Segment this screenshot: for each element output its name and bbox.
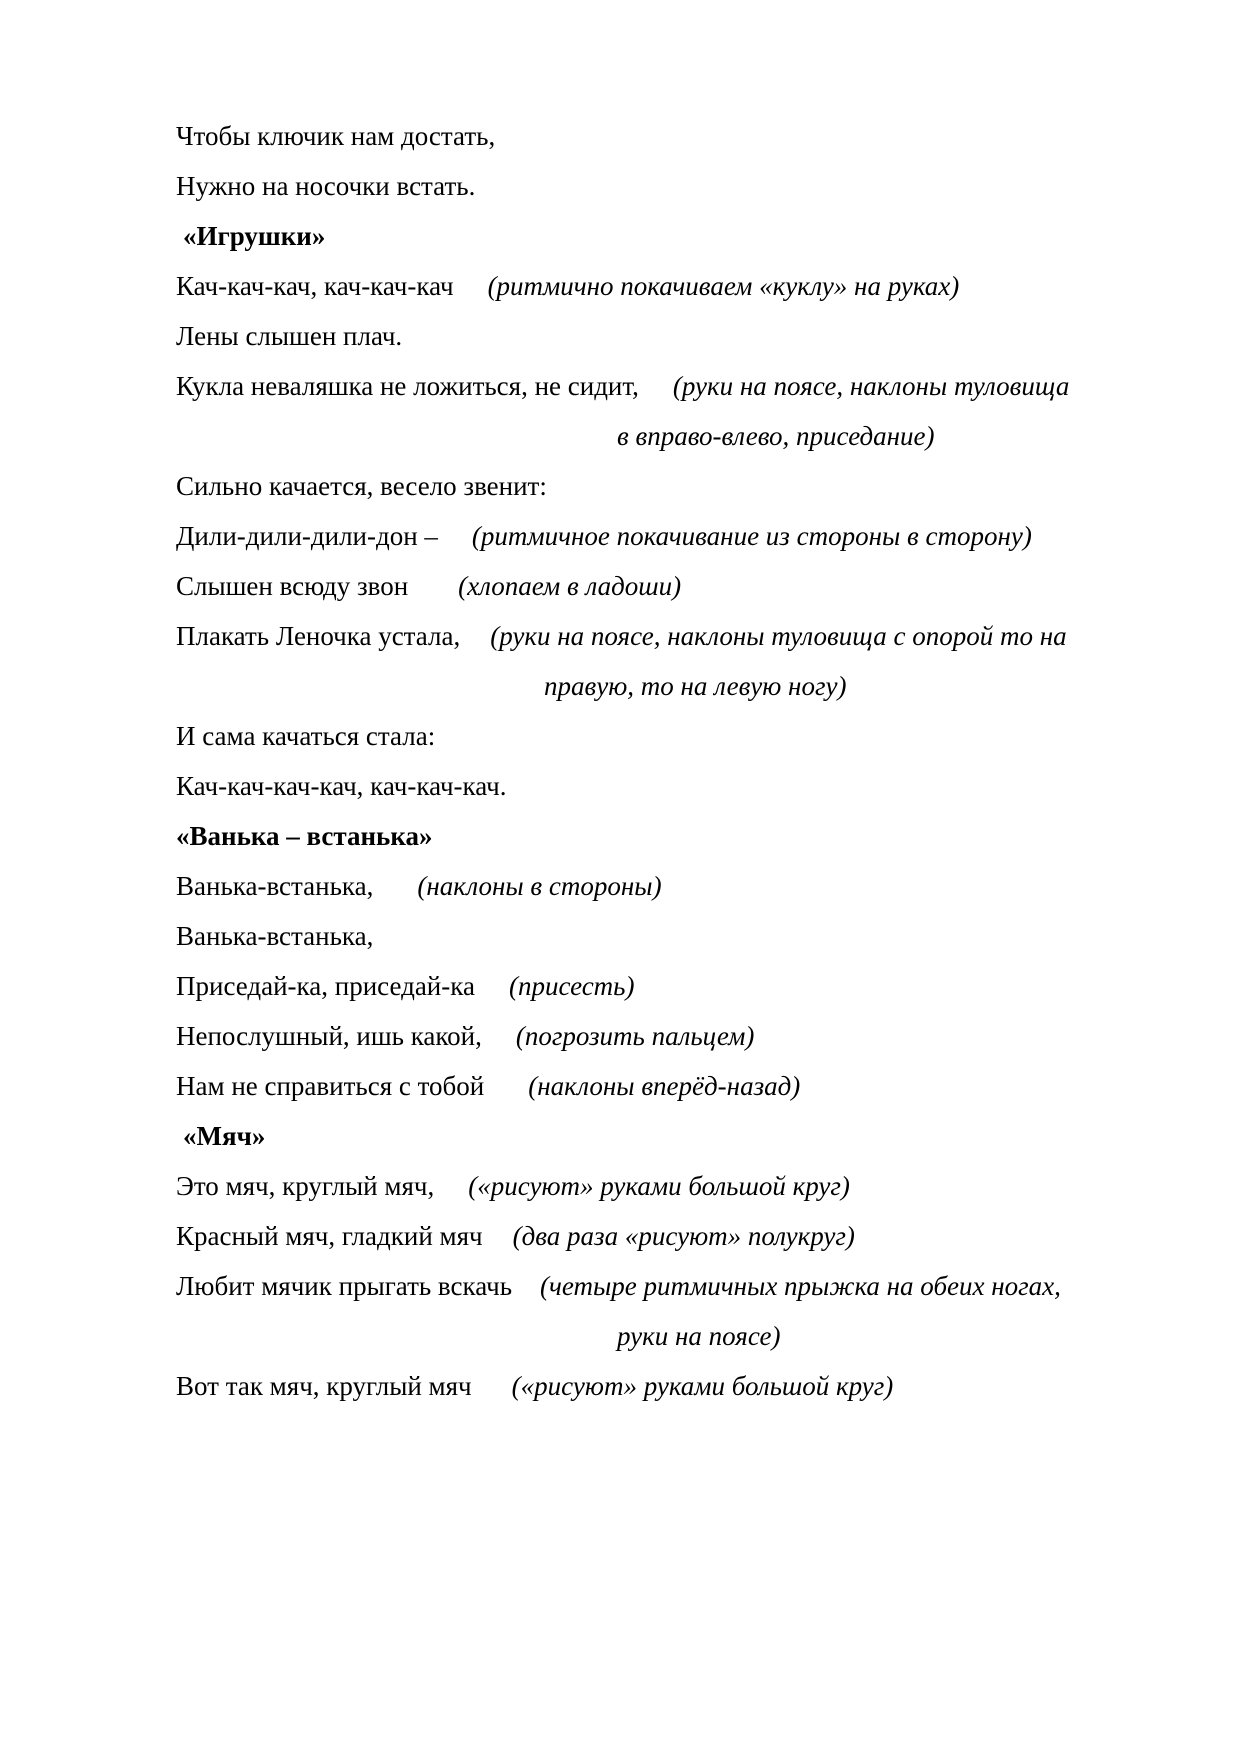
section-title-myach: «Мяч»: [183, 1121, 266, 1151]
poem-line: Чтобы ключик нам достать,: [176, 121, 496, 151]
movement-comment-continued: в вправо-влево, приседание): [617, 421, 935, 451]
poem-text: Плакать Леночка устала,: [176, 621, 461, 651]
poem-line: [176, 969, 634, 1003]
poem-line: [176, 569, 681, 603]
poem-text: Дили-дили-дили-дон –: [176, 521, 438, 551]
poem-text: Приседай-ка, приседай-ка: [176, 971, 475, 1001]
poem-text: Кач-кач-кач, кач-кач-кач: [176, 271, 454, 301]
poem-text: Это мяч, круглый мяч,: [176, 1171, 435, 1201]
poem-line: [176, 869, 662, 903]
movement-comment: (ритмично покачиваем «куклу» на руках): [487, 271, 960, 301]
section-title-vanka: «Ванька – встанька»: [176, 821, 433, 851]
movement-comment: (руки на поясе, наклоны туловища с опорой то на: [490, 621, 1067, 651]
poem-line: [176, 269, 959, 303]
poem-line: [176, 1169, 850, 1203]
movement-comment: (наклоны в стороны): [417, 871, 662, 901]
movement-comment: («рисуют» руками большой круг): [468, 1171, 850, 1201]
poem-text: Красный мяч, гладкий мяч: [176, 1221, 483, 1251]
poem-line: [176, 1369, 893, 1403]
poem-line: [176, 619, 1067, 653]
movement-comment-continued: руки на поясе): [617, 1321, 781, 1351]
movement-comment: (погрозить пальцем): [515, 1021, 755, 1051]
poem-text: Кукла неваляшка не ложиться, не сидит,: [176, 371, 639, 401]
poem-line: [176, 1019, 754, 1053]
poem-line: Лены слышен плач.: [176, 321, 403, 351]
section-title-igrushki: «Игрушки»: [183, 221, 326, 251]
movement-comment: (ритмичное покачивание из стороны в сторону): [471, 521, 1032, 551]
poem-text: Ванька-встанька,: [176, 871, 374, 901]
movement-comment: (руки на поясе, наклоны туловища: [672, 371, 1070, 401]
poem-line: И сама качаться стала:: [176, 721, 436, 751]
poem-line: [176, 519, 1032, 553]
movement-comment: (присесть): [508, 971, 635, 1001]
poem-line: [176, 369, 1069, 403]
poem-text: Любит мячик прыгать вскачь: [176, 1271, 513, 1301]
poem-line: Кач-кач-кач-кач, кач-кач-кач.: [176, 771, 507, 801]
poem-line: [176, 1269, 1061, 1303]
movement-comment: («рисуют» руками большой круг): [511, 1371, 894, 1401]
poem-text: Вот так мяч, круглый мяч: [176, 1371, 472, 1401]
movement-comment: (хлопаем в ладоши): [458, 571, 682, 601]
poem-line: [176, 1069, 800, 1103]
poem-text: Слышен всюду звон: [176, 571, 409, 601]
movement-comment: (наклоны вперёд-назад): [528, 1071, 801, 1101]
poem-line: Нужно на носочки встать.: [176, 171, 476, 201]
poem-line: [176, 1219, 855, 1253]
movement-comment: (четыре ритмичных прыжка на обеих ногах,: [540, 1271, 1061, 1301]
poem-text: Непослушный, ишь какой,: [176, 1021, 482, 1051]
poem-line: Сильно качается, весело звенит:: [176, 471, 547, 501]
poem-line: Ванька-встанька,: [176, 921, 374, 951]
movement-comment-continued: правую, то на левую ногу): [544, 671, 847, 701]
movement-comment: (два раза «рисуют» полукруг): [512, 1221, 855, 1251]
poem-text: Нам не справиться с тобой: [176, 1071, 485, 1101]
